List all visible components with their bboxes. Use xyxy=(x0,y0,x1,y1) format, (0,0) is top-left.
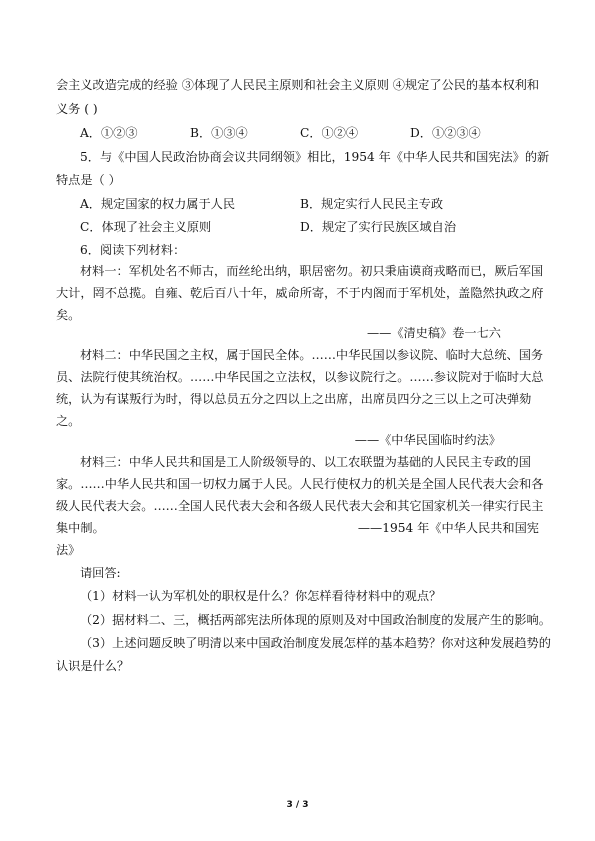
question-3: （3）上述问题反映了明清以来中国政治制度发展怎样的基本趋势？你对这种发展趋势的 xyxy=(80,636,551,650)
m2-source: ——《中华民国临时约法》 xyxy=(354,433,501,447)
m1-line2: 大计，罔不总揽。自雍、乾后百八十年，威命所寄，不于内阁而于军机处，盖隐然执政之府 xyxy=(56,286,544,300)
m2-line4: 之。 xyxy=(56,414,81,428)
m3-line3: 级人民代表大会。……全国人民代表大会和各级人民代表大会和其它国家机关一律实行民主 xyxy=(56,499,544,513)
q4-option-d: D．①②③④ xyxy=(410,126,481,140)
q6-stem: 6．阅读下列材料： xyxy=(80,243,186,257)
q4-text-line2: 义务 ( ) xyxy=(56,102,98,116)
q5-option-b: B．规定实行人民民主专政 xyxy=(300,197,444,211)
m2-line1: 材料二：中华民国之主权，属于国民全体。……中华民国以参议院、临时大总统、国务 xyxy=(80,348,544,362)
q5-option-c: C．体现了社会主义原则 xyxy=(80,220,212,234)
m3-line1: 材料三：中华人民共和国是工人阶级领导的、以工农联盟为基础的人民民主专政的国 xyxy=(80,455,531,469)
question-3-cont: 认识是什么？ xyxy=(56,659,130,673)
q4-option-a: A．①②③ xyxy=(80,126,138,140)
m3-source-b: 法》 xyxy=(56,543,81,557)
answer-prompt: 请回答: xyxy=(80,566,121,580)
question-1: （1）材料一认为军机处的职权是什么？你怎样看待材料中的观点？ xyxy=(80,589,442,603)
q4-text-line1: 会主义改造完成的经验 ③体现了人民民主原则和社会主义原则 ④规定了公民的基本权利和 xyxy=(56,78,540,92)
q5-stem-line2: 特点是（ ） xyxy=(56,173,121,187)
q5-option-a: A．规定国家的权力属于人民 xyxy=(80,197,236,211)
m2-line2: 员、法院行使其统治权。……中华民国之立法权，以参议院行之。……参议院对于临时大总 xyxy=(56,370,544,384)
q4-option-c: C．①②④ xyxy=(300,126,359,140)
m2-line3: 统，认为有谋叛行为时，得以总员五分之四以上之出席，出席员四分之三以上之可决弹劾 xyxy=(56,392,532,406)
m1-line1: 材料一：军机处名不师古，而丝纶出纳，职居密勿。初只秉庙谟商戎略而已，厥后军国 xyxy=(80,264,544,278)
m3-line4: 集中制。 xyxy=(56,521,105,535)
q5-option-d: D．规定了实行民族区域自治 xyxy=(300,220,457,234)
m1-source: ——《清史稿》卷一七六 xyxy=(366,326,501,340)
question-2: （2）据材料二、三，概括两部宪法所体现的原则及对中国政治制度的发展产生的影响。 xyxy=(80,613,551,627)
m3-source-a: ——1954 年《中华人民共和国宪 xyxy=(357,521,539,535)
page-number: 3 / 3 xyxy=(286,800,309,810)
q5-stem-line1: 5．与《中国人民政治协商会议共同纲领》相比，1954 年《中华人民共和国宪法》的新 xyxy=(80,150,550,164)
m3-line2: 家。……中华人民共和国一切权力属于人民。人民行使权力的机关是全国人民代表大会和各 xyxy=(56,477,544,491)
m1-line3: 矣。 xyxy=(56,308,81,322)
q4-option-b: B．①③④ xyxy=(190,126,248,140)
